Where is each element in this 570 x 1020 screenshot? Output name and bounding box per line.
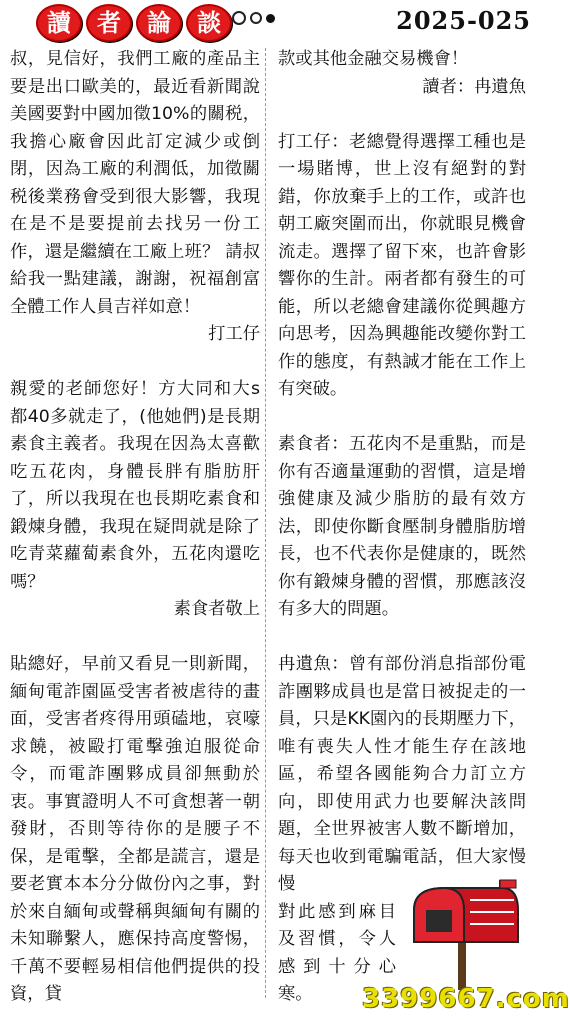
letter-vegetarian: 親愛的老師您好！方大同和大s都40多就走了，(他她們)是長期素食主義者。我現在因為太喜歡吃五花肉，身體長胖有脂肪肝了，所以我現在也長期吃素食和鍛煉身體，我現在疑問就是除了吃青菜蘿蔔素食外，五花肉還吃嗎？	[10, 379, 260, 592]
title-char: 論	[136, 4, 182, 42]
circle-icon	[232, 11, 246, 25]
letter-reader-end: 款或其他金融交易機會！	[278, 49, 469, 69]
right-column	[278, 46, 526, 1009]
letter-worker-signature: 打工仔	[208, 324, 260, 344]
reply-reader-end: 對此感到麻目及習慣，令人感到十分心寒。	[278, 901, 396, 1004]
letter-reader: 貼總好，早前又看見一則新聞，緬甸電詐園區受害者被虐待的畫面，受害者疼得用頭磕地，哀嚎求饒，被毆打電擊強迫服從命令，而電詐團夥成員卻無動於衷。事實證明人不可貪想著一朝發財，否則等待你的是腰子不保，是電擊，全都是謊言，還是要老實本本分分做份內之事，對於來自緬甸或聲稱與緬甸有關的未知聯繫人，應保持高度警惕，千萬不要輕易相信他們提供的投資，貸	[10, 654, 260, 1004]
letter-vegetarian-signature: 素食者敬上	[173, 599, 260, 619]
header	[0, 0, 545, 44]
letter-reader-signature: 讀者：冉遺魚	[422, 76, 526, 97]
filled-circle-icon	[266, 14, 275, 23]
column-title	[36, 4, 232, 42]
letter-worker: 叔，見信好，我們工廠的產品主要是出口歐美的，最近看新聞說美國要對中國加徵10%的關税，我擔心廠會因此訂定減少或倒閉，因為工廠的利潤低，加徵關税後業務會受到很大影響，我現在是不是要提前去找另一份工作，還是繼續在工廠上班？ 請叔給我一點建議，謝謝，祝福創富全體工作人員吉祥如意！	[10, 49, 260, 317]
mailbox-icon	[404, 880, 526, 990]
title-char: 談	[186, 4, 232, 42]
reply-reader: 冉遺魚：曾有部份消息指部份電詐團夥成員也是當日被捉走的一員，只是KK園內的長期壓力下，唯有喪失人性才能生存在該地區，希望各國能夠合力訂立方向，即使用武力也要解決該問題，全世界被害人數不斷增加，每天也收到電騙電話，但大家慢慢	[278, 654, 526, 894]
column-divider	[265, 48, 266, 998]
website-watermark: 3399667.com	[362, 984, 570, 1014]
issue-number: 2025-025	[396, 6, 531, 35]
left-column	[10, 46, 260, 1009]
circle-icon	[250, 12, 262, 24]
decorative-dots	[232, 11, 275, 25]
title-char: 讀	[36, 4, 82, 42]
title-char: 者	[86, 4, 132, 42]
reply-worker: 打工仔：老總覺得選擇工種也是一場賭博，世上沒有絕對的對錯，你放棄手上的工作，或許也朝工廠突圍而出，你就眼見機會流走。選擇了留下來，也許會影響你的生計。兩者都有發生的可能，所以老總會建議你從興趣方向思考，因為興趣能改變你對工作的態度，有熱誠才能在工作上有突破。	[278, 131, 526, 399]
reply-vegetarian: 素食者：五花肉不是重點，而是你有否適量運動的習慣，這是增強健康及減少脂肪的最有效方法，即使你斷食壓制身體脂肪增長，也不代表你是健康的，既然你有鍛煉身體的習慣，那應該沒有多大的問題。	[278, 434, 526, 619]
